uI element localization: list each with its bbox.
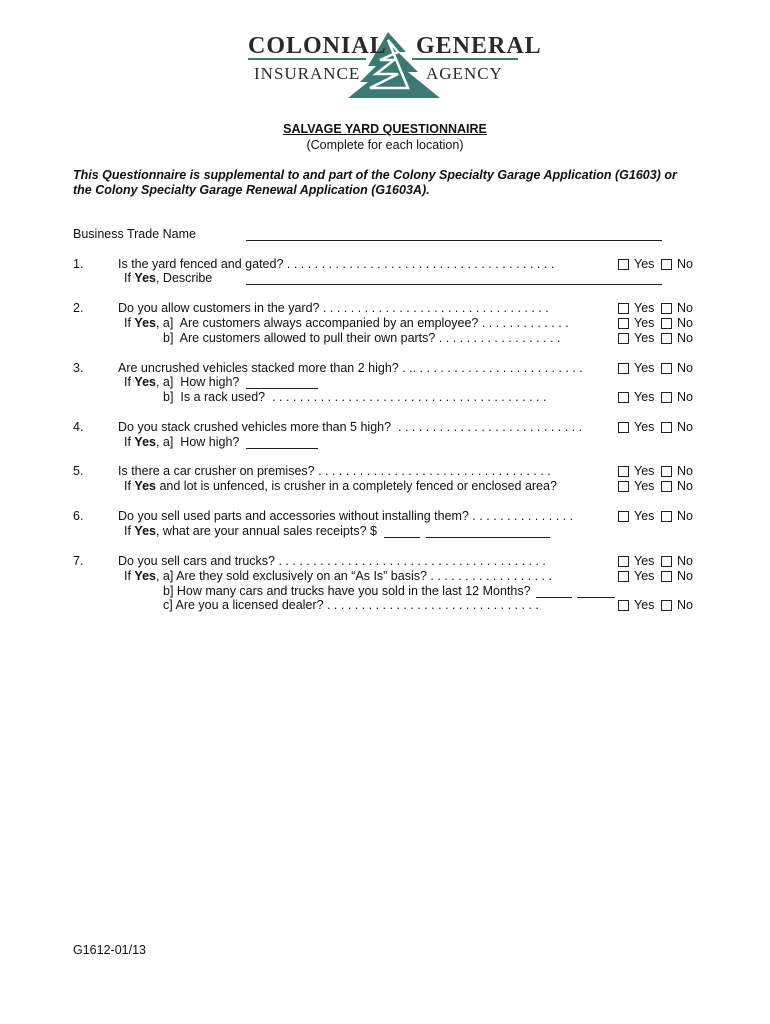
- q7a-yes-label: Yes: [634, 569, 655, 583]
- intro-line-1: This Questionnaire is supplemental to and part of the Colony Specialty Garage Application (G1603) or: [73, 168, 677, 182]
- q3-number: 3.: [73, 361, 84, 375]
- q7-question: Do you sell cars and trucks? . . . . . . . . . . . . . . . . . . . . . . . . . . . . . . . . . . . . . . .: [118, 554, 546, 568]
- q5a-question: If Yes and lot is unfenced, is crusher in a completely fenced or enclosed area?: [124, 479, 557, 493]
- q4-no-label: No: [677, 420, 693, 434]
- q2a-yes-checkbox[interactable]: [618, 318, 629, 329]
- q1-if-yes: If Yes, Describe: [124, 271, 213, 285]
- q5a-yes-checkbox[interactable]: [618, 481, 629, 492]
- q4a-question: If Yes, a] How high?: [124, 435, 240, 449]
- logo-general: GENERAL: [416, 33, 542, 59]
- q5a-no-checkbox[interactable]: [661, 481, 672, 492]
- logo-insurance: INSURANCE: [254, 64, 361, 83]
- q5a-yes-label: Yes: [634, 479, 655, 493]
- q3-yes-checkbox[interactable]: [618, 363, 629, 374]
- q1-question: Is the yard fenced and gated? . . . . . . . . . . . . . . . . . . . . . . . . . . . . . . . . . . . . . . .: [118, 257, 555, 271]
- q2a-yes-label: Yes: [634, 316, 655, 330]
- q3b-question: b] Is a rack used? . . . . . . . . . . . . . . . . . . . . . . . . . . . . . . . . . . . . . . . .: [163, 390, 547, 404]
- intro-line-2: the Colony Specialty Garage Renewal Application (G1603A).: [73, 183, 430, 197]
- q7c-no-checkbox[interactable]: [661, 600, 672, 611]
- q1-no-label: No: [677, 257, 693, 271]
- q7c-no-label: No: [677, 598, 693, 612]
- q6a-sales-field-2[interactable]: [426, 523, 550, 538]
- q7-no-checkbox[interactable]: [661, 556, 672, 567]
- logo-colonial: COLONIAL: [248, 33, 387, 59]
- q3-question: Are uncrushed vehicles stacked more than 2 high? . .. . . . . . . . . . . . . . . . . . . . . . . . .: [118, 361, 583, 375]
- q5-no-checkbox[interactable]: [661, 466, 672, 477]
- q3b-no-checkbox[interactable]: [661, 392, 672, 403]
- q7a-no-label: No: [677, 569, 693, 583]
- q2b-no-checkbox[interactable]: [661, 333, 672, 344]
- q1-number: 1.: [73, 257, 84, 271]
- q7b-count-field-2[interactable]: [577, 583, 615, 598]
- q5-yes-checkbox[interactable]: [618, 466, 629, 477]
- q7c-yes-checkbox[interactable]: [618, 600, 629, 611]
- q3b-yes-checkbox[interactable]: [618, 392, 629, 403]
- q2a-no-label: No: [677, 316, 693, 330]
- q4-no-checkbox[interactable]: [661, 422, 672, 433]
- q7b-question: b] How many cars and trucks have you sold in the last 12 Months?: [163, 584, 531, 598]
- q6a-sales-field-1[interactable]: [384, 523, 420, 538]
- q3b-yes-label: Yes: [634, 390, 655, 404]
- q3a-question: If Yes, a] How high?: [124, 375, 240, 389]
- q3a-how-high-field[interactable]: [246, 374, 318, 389]
- logo-agency: AGENCY: [426, 64, 503, 83]
- q2-yes-label: Yes: [634, 301, 655, 315]
- q5a-no-label: No: [677, 479, 693, 493]
- q6-yes-checkbox[interactable]: [618, 511, 629, 522]
- q7c-yes-label: Yes: [634, 598, 655, 612]
- q4-yes-label: Yes: [634, 420, 655, 434]
- q1-yes-label: Yes: [634, 257, 655, 271]
- q6-number: 6.: [73, 509, 84, 523]
- q2b-question: b] Are customers allowed to pull their own parts? . . . . . . . . . . . . . . . . . .: [163, 331, 561, 345]
- q4-question: Do you stack crushed vehicles more than 5 high? . . . . . . . . . . . . . . . . . . . . . . . . . . .: [118, 420, 583, 434]
- q2-no-label: No: [677, 301, 693, 315]
- q7c-question: c] Are you a licensed dealer? . . . . . . . . . . . . . . . . . . . . . . . . . . . . . . .: [163, 598, 539, 612]
- q3-yes-label: Yes: [634, 361, 655, 375]
- q2-number: 2.: [73, 301, 84, 315]
- q7-yes-label: Yes: [634, 554, 655, 568]
- q2b-yes-checkbox[interactable]: [618, 333, 629, 344]
- q2a-question: If Yes, a] Are customers always accompanied by an employee? . . . . . . . . . . . . .: [124, 316, 569, 330]
- q2b-no-label: No: [677, 331, 693, 345]
- q2-question: Do you allow customers in the yard? . . . . . . . . . . . . . . . . . . . . . . . . . . . . . . . . .: [118, 301, 549, 315]
- q7-yes-checkbox[interactable]: [618, 556, 629, 567]
- page-title: SALVAGE YARD QUESTIONNAIRE: [283, 122, 487, 136]
- q6-no-checkbox[interactable]: [661, 511, 672, 522]
- q7-no-label: No: [677, 554, 693, 568]
- q4-yes-checkbox[interactable]: [618, 422, 629, 433]
- form-code: G1612-01/13: [73, 943, 146, 957]
- q5-number: 5.: [73, 464, 84, 478]
- q3-no-label: No: [677, 361, 693, 375]
- page-subtitle: (Complete for each location): [306, 138, 464, 152]
- q1-describe-field[interactable]: [246, 270, 662, 285]
- business-trade-name-field[interactable]: [246, 226, 662, 241]
- q2-yes-checkbox[interactable]: [618, 303, 629, 314]
- q7b-count-field-1[interactable]: [536, 583, 572, 598]
- q2b-yes-label: Yes: [634, 331, 655, 345]
- q1-yes-checkbox[interactable]: [618, 259, 629, 270]
- q5-question: Is there a car crusher on premises? . . . . . . . . . . . . . . . . . . . . . . . . . . . . . . . . . .: [118, 464, 551, 478]
- q5-yes-label: Yes: [634, 464, 655, 478]
- q6-no-label: No: [677, 509, 693, 523]
- q7-number: 7.: [73, 554, 84, 568]
- q6a-question: If Yes, what are your annual sales receipts? $: [124, 524, 377, 538]
- q7a-question: If Yes, a] Are they sold exclusively on an “As Is” basis? . . . . . . . . . . . . . . . . . .: [124, 569, 552, 583]
- q2-no-checkbox[interactable]: [661, 303, 672, 314]
- q7a-yes-checkbox[interactable]: [618, 571, 629, 582]
- business-trade-name-label: Business Trade Name: [73, 227, 196, 241]
- q5-no-label: No: [677, 464, 693, 478]
- q3-no-checkbox[interactable]: [661, 363, 672, 374]
- q1-no-checkbox[interactable]: [661, 259, 672, 270]
- q7a-no-checkbox[interactable]: [661, 571, 672, 582]
- q3b-no-label: No: [677, 390, 693, 404]
- logo: [248, 30, 542, 100]
- q6-question: Do you sell used parts and accessories without installing them? . . . . . . . . . . . . . . .: [118, 509, 574, 523]
- q4-number: 4.: [73, 420, 84, 434]
- q4a-how-high-field[interactable]: [246, 434, 318, 449]
- q2a-no-checkbox[interactable]: [661, 318, 672, 329]
- q6-yes-label: Yes: [634, 509, 655, 523]
